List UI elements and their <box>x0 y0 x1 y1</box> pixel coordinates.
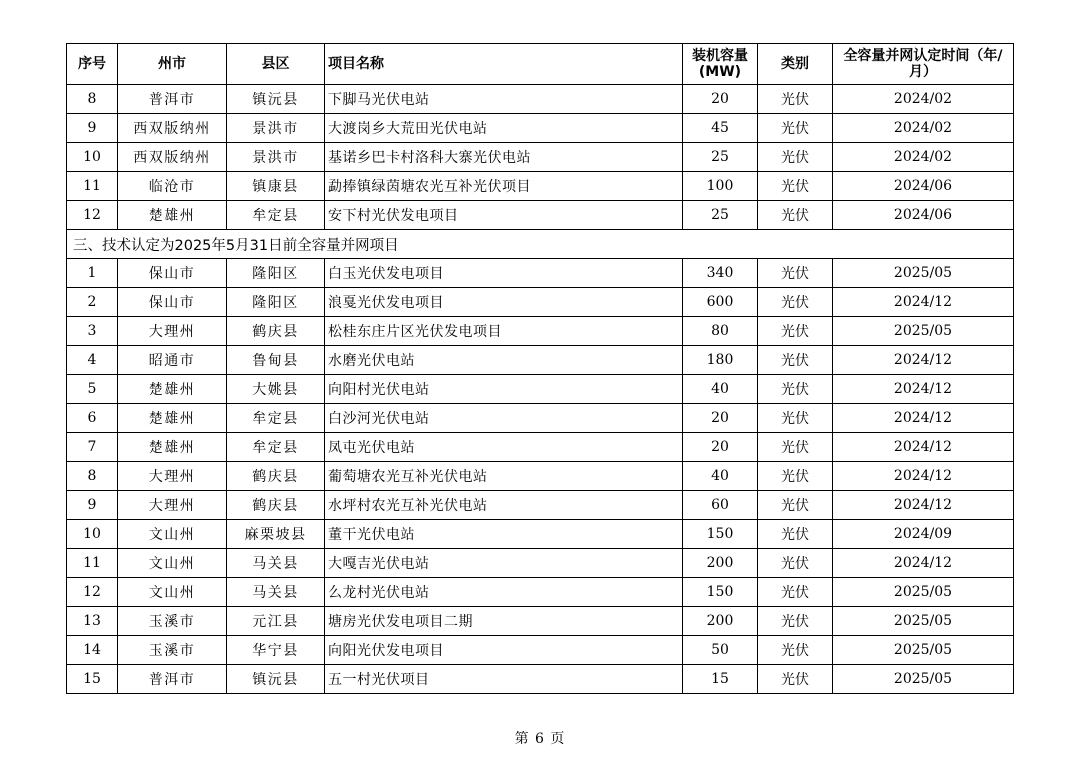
cell-county: 鹤庆县 <box>227 462 325 491</box>
cell-project-name: 松桂东庄片区光伏发电项目 <box>325 317 683 346</box>
cell-grid-time: 2024/02 <box>833 114 1014 143</box>
cell-county: 大姚县 <box>227 375 325 404</box>
header-county: 县区 <box>227 44 325 85</box>
cell-project-name: 水坪村农光互补光伏电站 <box>325 491 683 520</box>
cell-project-name: 五一村光伏项目 <box>325 665 683 694</box>
cell-project-name: 么龙村光伏电站 <box>325 578 683 607</box>
table-row <box>67 578 1014 607</box>
header-project-name: 项目名称 <box>325 44 683 85</box>
cell-capacity: 80 <box>683 317 758 346</box>
cell-capacity: 20 <box>683 404 758 433</box>
header-city: 州市 <box>118 44 227 85</box>
cell-city: 保山市 <box>118 259 227 288</box>
cell-county: 鹤庆县 <box>227 491 325 520</box>
cell-city: 西双版纳州 <box>118 114 227 143</box>
cell-seq: 12 <box>67 201 118 230</box>
cell-type: 光伏 <box>758 404 833 433</box>
cell-county: 牟定县 <box>227 201 325 230</box>
table-row <box>67 462 1014 491</box>
cell-city: 楚雄州 <box>118 201 227 230</box>
cell-type: 光伏 <box>758 636 833 665</box>
table-row <box>67 520 1014 549</box>
cell-capacity: 40 <box>683 462 758 491</box>
header-grid-time: 全容量并网认定时间（年/月） <box>833 44 1014 85</box>
header-type: 类别 <box>758 44 833 85</box>
table-row <box>67 259 1014 288</box>
cell-capacity: 40 <box>683 375 758 404</box>
cell-county: 镇沅县 <box>227 85 325 114</box>
cell-seq: 12 <box>67 578 118 607</box>
cell-grid-time: 2024/12 <box>833 462 1014 491</box>
cell-grid-time: 2024/02 <box>833 85 1014 114</box>
cell-capacity: 180 <box>683 346 758 375</box>
cell-city: 昭通市 <box>118 346 227 375</box>
cell-city: 大理州 <box>118 491 227 520</box>
cell-grid-time: 2024/12 <box>833 346 1014 375</box>
cell-project-name: 向阳光伏发电项目 <box>325 636 683 665</box>
cell-project-name: 白玉光伏发电项目 <box>325 259 683 288</box>
cell-grid-time: 2024/12 <box>833 288 1014 317</box>
cell-county: 隆阳区 <box>227 288 325 317</box>
table-row <box>67 607 1014 636</box>
cell-seq: 10 <box>67 143 118 172</box>
cell-capacity: 50 <box>683 636 758 665</box>
cell-type: 光伏 <box>758 578 833 607</box>
cell-grid-time: 2024/12 <box>833 549 1014 578</box>
cell-grid-time: 2024/02 <box>833 143 1014 172</box>
cell-grid-time: 2025/05 <box>833 607 1014 636</box>
table-row <box>67 665 1014 694</box>
cell-project-name: 水磨光伏电站 <box>325 346 683 375</box>
cell-grid-time: 2024/12 <box>833 375 1014 404</box>
cell-type: 光伏 <box>758 433 833 462</box>
cell-seq: 9 <box>67 491 118 520</box>
cell-seq: 7 <box>67 433 118 462</box>
table-row <box>67 317 1014 346</box>
table-row <box>67 433 1014 462</box>
cell-grid-time: 2024/09 <box>833 520 1014 549</box>
cell-project-name: 白沙河光伏电站 <box>325 404 683 433</box>
cell-type: 光伏 <box>758 462 833 491</box>
cell-seq: 1 <box>67 259 118 288</box>
table-row <box>67 549 1014 578</box>
cell-grid-time: 2024/12 <box>833 433 1014 462</box>
cell-seq: 13 <box>67 607 118 636</box>
table-row <box>67 491 1014 520</box>
cell-seq: 10 <box>67 520 118 549</box>
project-table <box>66 43 1014 694</box>
cell-type: 光伏 <box>758 259 833 288</box>
cell-county: 马关县 <box>227 578 325 607</box>
cell-grid-time: 2025/05 <box>833 259 1014 288</box>
cell-seq: 3 <box>67 317 118 346</box>
cell-project-name: 凤屯光伏电站 <box>325 433 683 462</box>
cell-capacity: 15 <box>683 665 758 694</box>
cell-grid-time: 2025/05 <box>833 578 1014 607</box>
cell-county: 牟定县 <box>227 433 325 462</box>
cell-seq: 9 <box>67 114 118 143</box>
cell-type: 光伏 <box>758 549 833 578</box>
cell-seq: 11 <box>67 549 118 578</box>
cell-county: 华宁县 <box>227 636 325 665</box>
header-row <box>67 44 1014 85</box>
cell-seq: 11 <box>67 172 118 201</box>
section-title: 三、技术认定为2025年5月31日前全容量并网项目 <box>67 230 1014 259</box>
cell-grid-time: 2024/06 <box>833 172 1014 201</box>
cell-capacity: 25 <box>683 143 758 172</box>
cell-type: 光伏 <box>758 491 833 520</box>
cell-capacity: 60 <box>683 491 758 520</box>
table-row <box>67 375 1014 404</box>
cell-seq: 8 <box>67 85 118 114</box>
cell-project-name: 大嘎吉光伏电站 <box>325 549 683 578</box>
section-row <box>67 230 1014 259</box>
table-row <box>67 143 1014 172</box>
cell-seq: 6 <box>67 404 118 433</box>
cell-county: 牟定县 <box>227 404 325 433</box>
cell-project-name: 董干光伏电站 <box>325 520 683 549</box>
cell-capacity: 20 <box>683 433 758 462</box>
cell-city: 玉溪市 <box>118 636 227 665</box>
cell-project-name: 基诺乡巴卡村洛科大寨光伏电站 <box>325 143 683 172</box>
cell-project-name: 向阳村光伏电站 <box>325 375 683 404</box>
cell-grid-time: 2024/06 <box>833 201 1014 230</box>
table-body-bottom <box>67 259 1014 694</box>
table-body-top <box>67 85 1014 230</box>
cell-project-name: 勐捧镇绿茵塘农光互补光伏项目 <box>325 172 683 201</box>
cell-seq: 8 <box>67 462 118 491</box>
cell-type: 光伏 <box>758 520 833 549</box>
cell-type: 光伏 <box>758 114 833 143</box>
cell-county: 景洪市 <box>227 143 325 172</box>
cell-county: 镇沅县 <box>227 665 325 694</box>
cell-project-name: 葡萄塘农光互补光伏电站 <box>325 462 683 491</box>
cell-type: 光伏 <box>758 85 833 114</box>
cell-city: 大理州 <box>118 462 227 491</box>
cell-seq: 2 <box>67 288 118 317</box>
cell-county: 鹤庆县 <box>227 317 325 346</box>
cell-grid-time: 2024/12 <box>833 404 1014 433</box>
cell-type: 光伏 <box>758 346 833 375</box>
table-row <box>67 636 1014 665</box>
header-capacity: 装机容量(MW) <box>683 44 758 85</box>
cell-type: 光伏 <box>758 172 833 201</box>
table-row <box>67 172 1014 201</box>
cell-project-name: 浪戛光伏发电项目 <box>325 288 683 317</box>
cell-capacity: 600 <box>683 288 758 317</box>
cell-type: 光伏 <box>758 607 833 636</box>
cell-city: 保山市 <box>118 288 227 317</box>
cell-project-name: 下脚马光伏电站 <box>325 85 683 114</box>
cell-city: 西双版纳州 <box>118 143 227 172</box>
table-row <box>67 85 1014 114</box>
cell-county: 鲁甸县 <box>227 346 325 375</box>
cell-capacity: 150 <box>683 578 758 607</box>
cell-type: 光伏 <box>758 288 833 317</box>
cell-capacity: 100 <box>683 172 758 201</box>
table-row <box>67 404 1014 433</box>
cell-city: 普洱市 <box>118 665 227 694</box>
cell-county: 景洪市 <box>227 114 325 143</box>
cell-city: 玉溪市 <box>118 607 227 636</box>
cell-grid-time: 2025/05 <box>833 665 1014 694</box>
cell-capacity: 200 <box>683 607 758 636</box>
cell-city: 楚雄州 <box>118 404 227 433</box>
page-number: 第 6 页 <box>514 731 566 747</box>
cell-project-name: 安下村光伏发电项目 <box>325 201 683 230</box>
cell-type: 光伏 <box>758 143 833 172</box>
cell-county: 麻栗坡县 <box>227 520 325 549</box>
cell-capacity: 45 <box>683 114 758 143</box>
cell-capacity: 150 <box>683 520 758 549</box>
cell-city: 文山州 <box>118 520 227 549</box>
table-row <box>67 114 1014 143</box>
cell-city: 大理州 <box>118 317 227 346</box>
cell-type: 光伏 <box>758 375 833 404</box>
cell-seq: 4 <box>67 346 118 375</box>
cell-city: 文山州 <box>118 578 227 607</box>
cell-county: 镇康县 <box>227 172 325 201</box>
table-row <box>67 346 1014 375</box>
table-row <box>67 288 1014 317</box>
table-row <box>67 201 1014 230</box>
cell-county: 元江县 <box>227 607 325 636</box>
cell-type: 光伏 <box>758 201 833 230</box>
cell-seq: 15 <box>67 665 118 694</box>
cell-capacity: 200 <box>683 549 758 578</box>
cell-project-name: 大渡岗乡大荒田光伏电站 <box>325 114 683 143</box>
cell-grid-time: 2024/12 <box>833 491 1014 520</box>
header-seq: 序号 <box>67 44 118 85</box>
cell-capacity: 20 <box>683 85 758 114</box>
cell-grid-time: 2025/05 <box>833 317 1014 346</box>
cell-county: 马关县 <box>227 549 325 578</box>
cell-city: 楚雄州 <box>118 375 227 404</box>
cell-type: 光伏 <box>758 665 833 694</box>
cell-seq: 14 <box>67 636 118 665</box>
cell-type: 光伏 <box>758 317 833 346</box>
cell-county: 隆阳区 <box>227 259 325 288</box>
cell-city: 普洱市 <box>118 85 227 114</box>
cell-grid-time: 2025/05 <box>833 636 1014 665</box>
cell-city: 临沧市 <box>118 172 227 201</box>
cell-city: 文山州 <box>118 549 227 578</box>
cell-capacity: 25 <box>683 201 758 230</box>
cell-capacity: 340 <box>683 259 758 288</box>
cell-seq: 5 <box>67 375 118 404</box>
cell-project-name: 塘房光伏发电项目二期 <box>325 607 683 636</box>
cell-city: 楚雄州 <box>118 433 227 462</box>
